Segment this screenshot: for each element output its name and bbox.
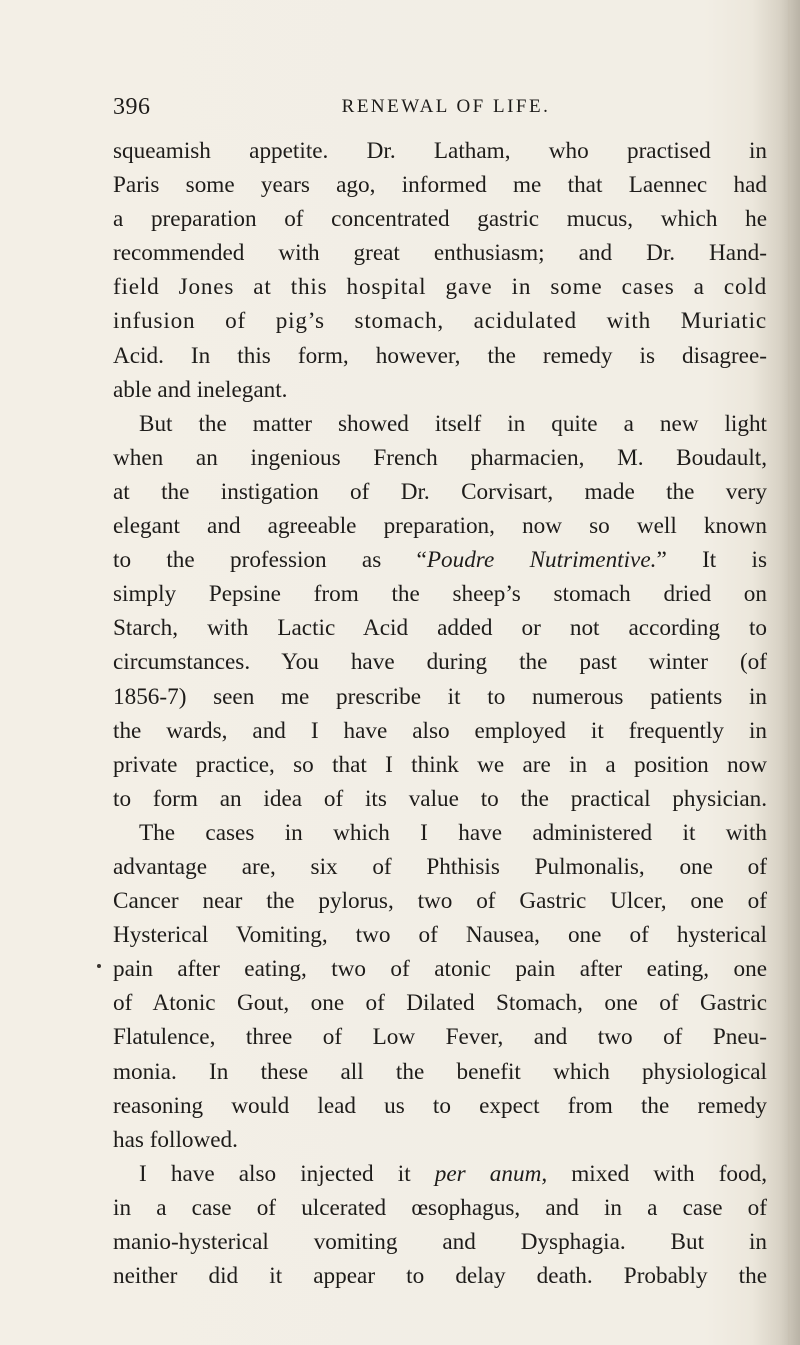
text-line: monia. In these all the benefit which physiological <box>113 1058 767 1085</box>
text-line: 1856-7) seen me prescribe it to numerous patients in <box>113 683 767 710</box>
text-line: private practice, so that I think we are in a position now <box>113 751 767 778</box>
page-header <box>113 90 767 124</box>
text-line: neither did it appear to delay death. Probably the <box>113 1263 767 1290</box>
text-line: Cancer near the pylorus, two of Gastric Ulcer, one of <box>113 888 767 915</box>
text-line: infusion of pig’s stomach, acidulated with Muriatic <box>113 308 767 335</box>
page-number: 396 <box>113 94 151 120</box>
line-segment: to the profession as “ <box>113 547 427 574</box>
text-line: Starch, with Lactic Acid added or not according to <box>113 615 767 642</box>
line-segment: mixed with food, <box>547 1160 768 1187</box>
text-line: reasoning would lead us to expect from the remedy <box>113 1092 767 1119</box>
text-line: of Atonic Gout, one of Dilated Stomach, one of Gastric <box>113 990 767 1017</box>
text-line: But the matter showed itself in quite a new light <box>139 410 767 437</box>
body-text <box>113 134 767 1293</box>
italic-phrase: Poudre Nutrimentive. <box>426 547 657 574</box>
line-segment: ” It is <box>656 547 768 574</box>
text-line: simply Pepsine from the sheep’s stomach dried on <box>113 581 767 608</box>
italic-phrase: per anum, <box>434 1160 548 1187</box>
text-line: Hysterical Vomiting, two of Nausea, one of hysterical <box>113 922 767 949</box>
text-line: squeamish appetite. Dr. Latham, who practised in <box>113 138 767 164</box>
text-line: field Jones at this hospital gave in some cases a cold <box>113 274 767 301</box>
text-line: in a case of ulcerated œsophagus, and in a case of <box>113 1194 767 1221</box>
text-line: Flatulence, three of Low Fever, and two of Pneu- <box>113 1024 767 1051</box>
text-line: The cases in which I have administered it with <box>139 819 767 846</box>
text-line-italic-phrase <box>113 1157 767 1191</box>
page-edge-shadow <box>788 0 790 1345</box>
text-line: a preparation of concentrated gastric mucus, which he <box>113 206 767 233</box>
stray-ink-mark <box>97 964 101 968</box>
text-line: when an ingenious French pharmacien, M. Boudault, <box>113 444 767 471</box>
text-line: at the instigation of Dr. Corvisart, made the very <box>113 478 767 505</box>
text-line: Acid. In this form, however, the remedy is disagree- <box>113 342 767 369</box>
text-line: elegant and agreeable preparation, now so well known <box>113 513 767 540</box>
text-line: pain after eating, two of atonic pain after eating, one <box>113 956 767 983</box>
line-segment: I have also injected it <box>139 1160 435 1187</box>
text-line: recommended with great enthusiasm; and Dr. Hand- <box>113 240 767 267</box>
text-line-italic-phrase <box>113 543 767 577</box>
text-line: has followed. <box>113 1126 238 1153</box>
text-line: the wards, and I have also employed it frequently in <box>113 717 767 744</box>
running-title: RENEWAL OF LIFE. <box>341 96 551 117</box>
text-line: able and inelegant. <box>113 376 288 403</box>
text-line: manio-hysterical vomiting and Dysphagia. But in <box>113 1229 767 1255</box>
text-line: advantage are, six of Phthisis Pulmonalis, one of <box>113 853 767 880</box>
text-line: Paris some years ago, informed me that Laennec had <box>113 172 767 199</box>
text-line: circumstances. You have during the past winter (of <box>113 649 767 676</box>
text-line: to form an idea of its value to the practical physician. <box>113 785 767 812</box>
